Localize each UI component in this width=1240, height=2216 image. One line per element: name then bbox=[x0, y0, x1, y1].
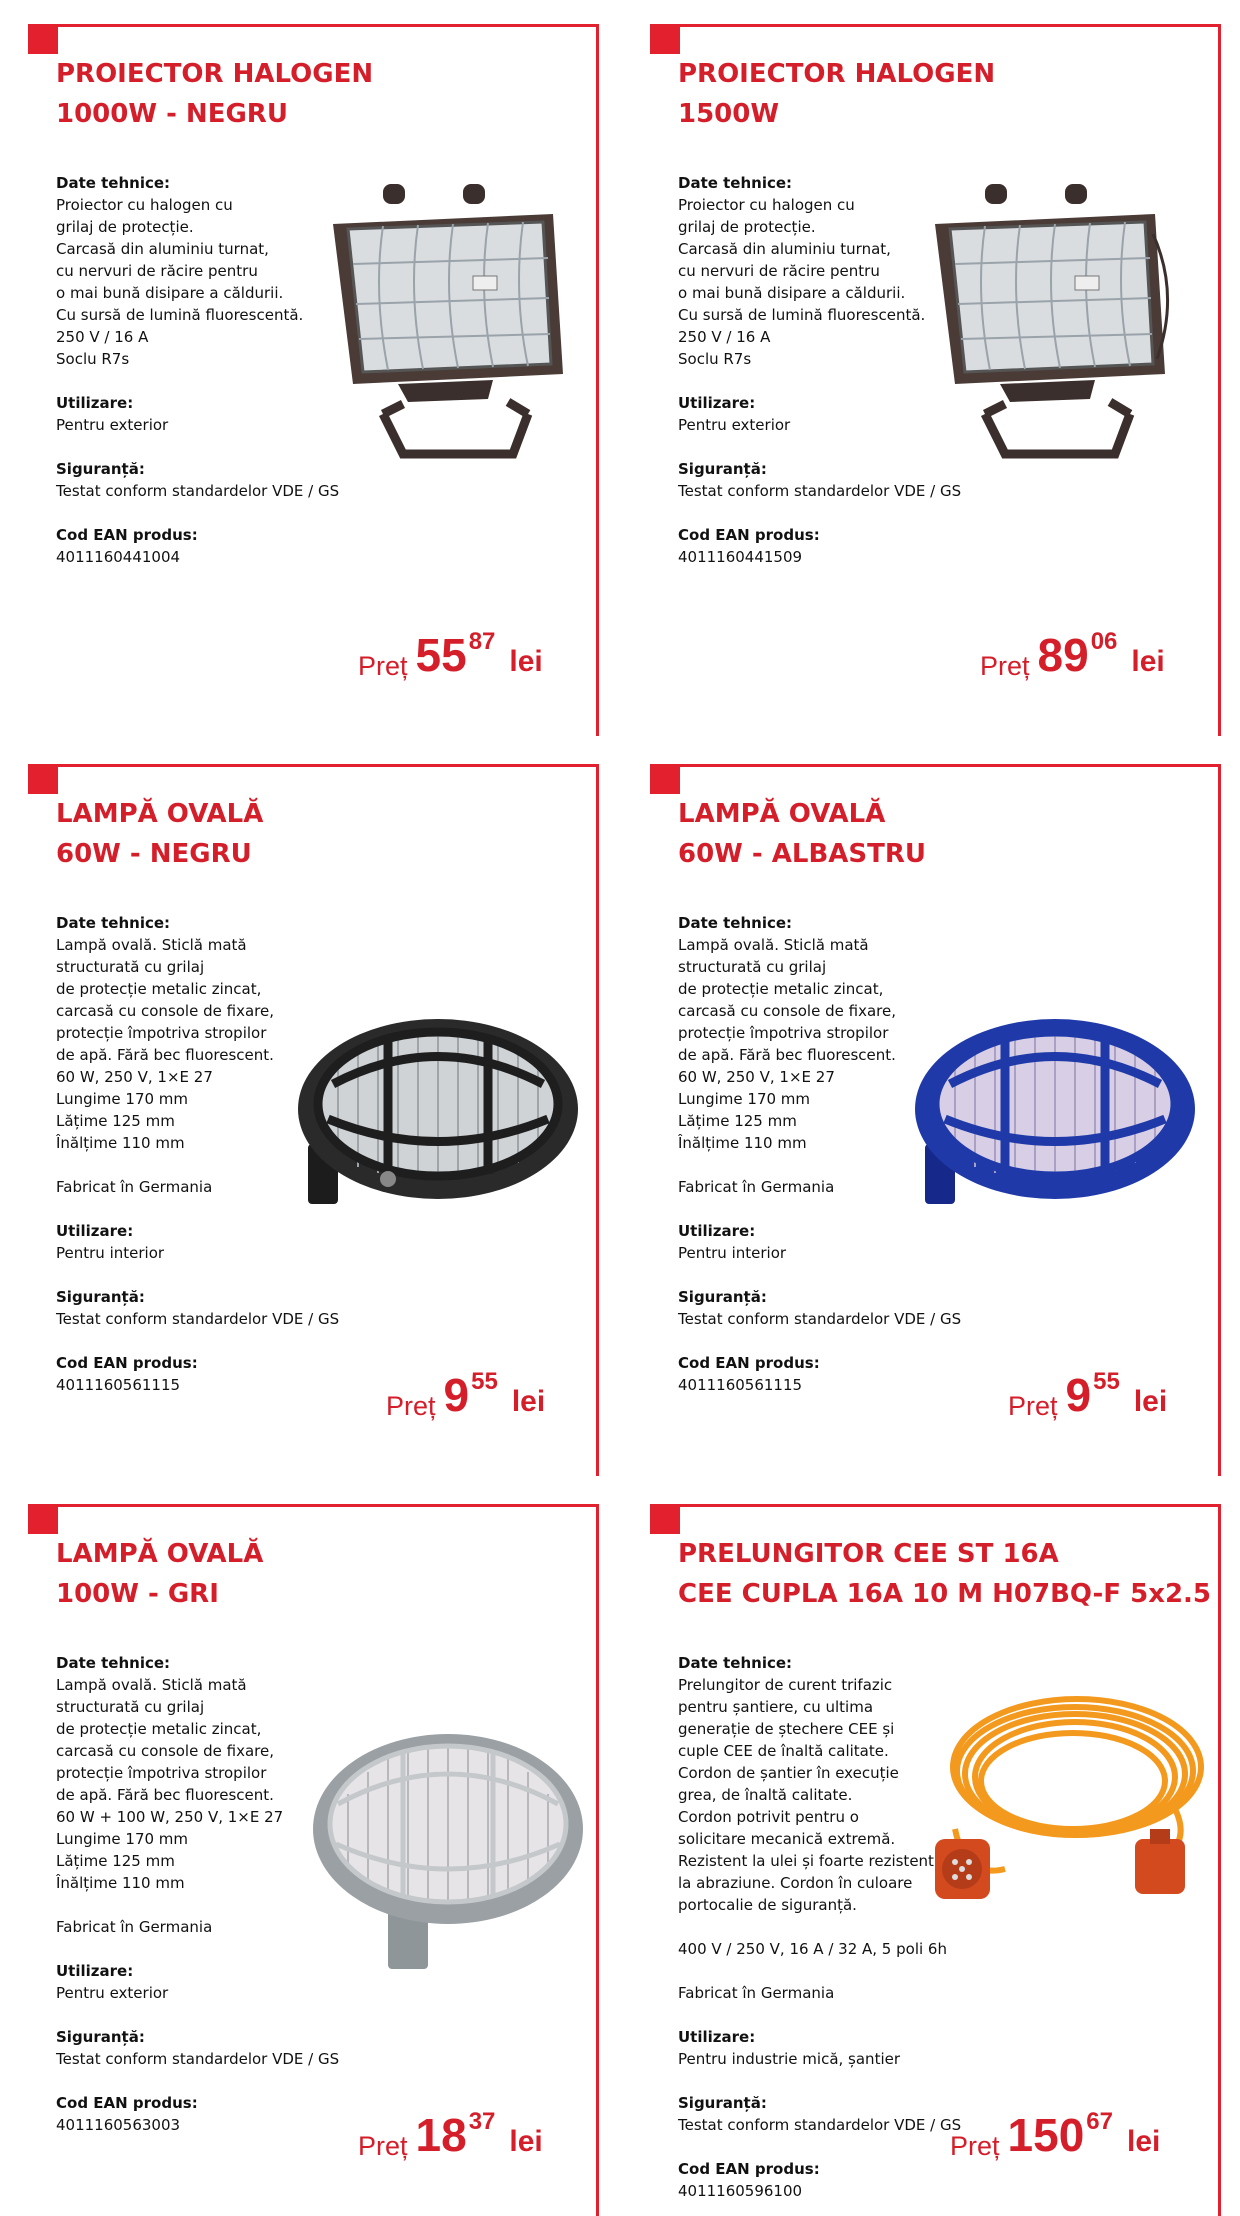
oval-lamp-icon bbox=[895, 989, 1205, 1229]
product-specs: Date tehnice: Proiector cu halogen cu grilaj de protecție. Carcasă din aluminiu turnat, cu nervuri de răcire pentru o mai bună disipare a căldurii. Cu sursă de lumină fluorescentă. 250 V / 16 A Soclu R7s Utilizare: Pentru exterior Siguranță: Testat conform standardelor VDE / GS Cod EAN produs: 4011160441509 bbox=[678, 174, 962, 566]
product-title: LAMPĂ OVALĂ 60W - NEGRU bbox=[56, 799, 264, 869]
extension-cable-icon bbox=[925, 1689, 1205, 1919]
corner-marker bbox=[650, 24, 680, 54]
card-top-border bbox=[650, 24, 1221, 27]
product-title: PROIECTOR HALOGEN 1000W - NEGRU bbox=[56, 59, 374, 129]
card-right-border bbox=[1218, 24, 1221, 736]
card-top-border bbox=[28, 1504, 599, 1507]
product-card-oval-60w-blue bbox=[650, 764, 1221, 1476]
product-specs: Date tehnice: Lampă ovală. Sticlă mată structurată cu grilaj de protecție metalic zincat, carcasă cu console de fixare, protecție împotriva stropilor de apă. Fără bec fluorescent. 60 W, 250 V, 1×E 27 Lungime 170 mm Lățime 125 mm Înălțime 110 mm Fabricat în Germania Utilizare: Pentru interior Siguranță: Testat conform standardelor VDE / GS Cod EAN produs: 4011160561115 bbox=[678, 914, 962, 1394]
corner-marker bbox=[28, 24, 58, 54]
oval-lamp-icon bbox=[298, 1714, 588, 1984]
price-tag: Preț 955lei bbox=[1008, 1368, 1168, 1421]
oval-lamp-icon bbox=[278, 989, 588, 1229]
card-right-border bbox=[1218, 764, 1221, 1476]
card-right-border bbox=[596, 1504, 599, 2216]
product-title: LAMPĂ OVALĂ 100W - GRI bbox=[56, 1539, 264, 1609]
card-top-border bbox=[650, 1504, 1221, 1507]
product-card-cee-extension bbox=[650, 1504, 1221, 2216]
price-tag: Preț 1837lei bbox=[358, 2108, 543, 2161]
product-specs: Date tehnice: Lampă ovală. Sticlă mată structurată cu grilaj de protecție metalic zincat, carcasă cu console de fixare, protecție împotriva stropilor de apă. Fără bec fluorescent. 60 W + 100 W, 250 V, 1×E 27 Lungime 170 mm Lățime 125 mm Înălțime 110 mm Fabricat în Germania Utilizare: Pentru exterior Siguranță: Testat conform standardelor VDE / GS Cod EAN produs: 4011160563003 bbox=[56, 1654, 340, 2134]
card-right-border bbox=[596, 24, 599, 736]
product-card-oval-60w-black bbox=[28, 764, 599, 1476]
card-right-border bbox=[596, 764, 599, 1476]
price-tag: Preț 5587lei bbox=[358, 628, 543, 681]
product-specs: Date tehnice: Proiector cu halogen cu grilaj de protecție. Carcasă din aluminiu turnat, cu nervuri de răcire pentru o mai bună disipare a căldurii. Cu sursă de lumină fluorescentă. 250 V / 16 A Soclu R7s Utilizare: Pentru exterior Siguranță: Testat conform standardelor VDE / GS Cod EAN produs: 4011160441004 bbox=[56, 174, 340, 566]
corner-marker bbox=[650, 1504, 680, 1534]
card-top-border bbox=[28, 764, 599, 767]
card-top-border bbox=[650, 764, 1221, 767]
price-tag: Preț 15067lei bbox=[950, 2108, 1161, 2161]
price-tag: Preț 8906lei bbox=[980, 628, 1165, 681]
halogen-floodlight-icon bbox=[323, 174, 573, 474]
corner-marker bbox=[650, 764, 680, 794]
product-card-oval-100w-grey bbox=[28, 1504, 599, 2216]
product-specs: Date tehnice: Lampă ovală. Sticlă mată structurată cu grilaj de protecție metalic zincat, carcasă cu console de fixare, protecție împotriva stropilor de apă. Fără bec fluorescent. 60 W, 250 V, 1×E 27 Lungime 170 mm Lățime 125 mm Înălțime 110 mm Fabricat în Germania Utilizare: Pentru interior Siguranță: Testat conform standardelor VDE / GS Cod EAN produs: 4011160561115 bbox=[56, 914, 340, 1394]
product-specs: Date tehnice: Prelungitor de curent trifazic pentru șantiere, cu ultima generație de ștechere CEE și cuple CEE de înaltă calitate. Cordon de șantier în execuție grea, de înaltă calitate. Cordon potrivit pentru o solicitare mecanică extremă. Rezistent la ulei și foarte rezistent la abraziune. Cordon în culoare portocalie de siguranță. 400 V / 250 V, 16 A / 32 A, 5 poli 6h Fabricat în Germania Utilizare: Pentru industrie mică, șantier Siguranță: Testat conform standardelor VDE / GS Cod EAN produs: 4011160596100 bbox=[678, 1654, 962, 2200]
product-card-halogen-1500w bbox=[650, 24, 1221, 736]
corner-marker bbox=[28, 764, 58, 794]
product-title: PRELUNGITOR CEE ST 16A CEE CUPLA 16A 10 M H07BQ-F 5x2.5 bbox=[678, 1539, 1212, 1609]
card-top-border bbox=[28, 24, 599, 27]
card-right-border bbox=[1218, 1504, 1221, 2216]
product-card-halogen-1000w bbox=[28, 24, 599, 736]
halogen-floodlight-icon bbox=[925, 174, 1175, 474]
corner-marker bbox=[28, 1504, 58, 1534]
price-tag: Preț 955lei bbox=[386, 1368, 546, 1421]
product-title: LAMPĂ OVALĂ 60W - ALBASTRU bbox=[678, 799, 926, 869]
product-title: PROIECTOR HALOGEN 1500W bbox=[678, 59, 996, 129]
